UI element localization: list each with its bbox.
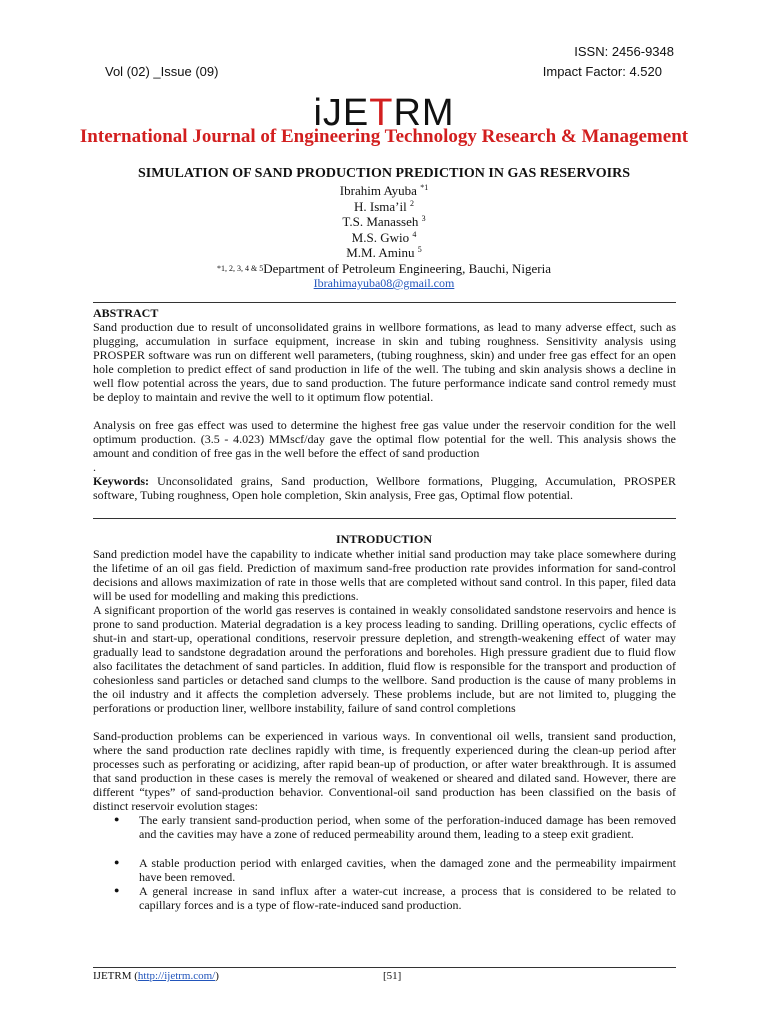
impact-factor: Impact Factor: 4.520 bbox=[542, 64, 662, 79]
author-1: Ibrahim Ayuba $^{*1}$ bbox=[339, 183, 429, 198]
bullet-icon: ● bbox=[114, 857, 120, 867]
list-item: A general increase in sand influx after a water-cut increase, a process that is considered to be related to capillary forces and is a type of flow-rate-induced sand production. bbox=[139, 884, 676, 912]
author-2: H. Isma’il $^2$ bbox=[354, 199, 414, 214]
author-email[interactable]: Ibrahimayuba08@gmail.com bbox=[313, 276, 455, 290]
journal-name: International Journal of Engineering Technology Research & Management bbox=[79, 126, 689, 147]
journal-logo: iJETRM bbox=[313, 92, 455, 134]
paper-title: SIMULATION OF SAND PRODUCTION PREDICTION IN GAS RESERVOIRS bbox=[137, 166, 631, 181]
author-4: M.S. Gwio $^4$ bbox=[351, 230, 417, 245]
bullet-icon: ● bbox=[114, 814, 120, 824]
list-item: The early transient sand-production period, when some of the perforation-induced damage has been removed and the cavities may have a zone of reduced permeability around them, leading to a steep exit gradient. bbox=[139, 813, 676, 841]
footer-link[interactable]: http://ijetrm.com/ bbox=[137, 970, 216, 982]
page-number: [51] bbox=[383, 970, 402, 982]
affiliation: $^{*1, 2, 3, 4 \& 5}$Department of Petroleum Engineering, Bauchi, Nigeria bbox=[217, 261, 551, 276]
footer-divider bbox=[93, 967, 676, 968]
author-3: T.S. Manasseh $^3$ bbox=[342, 214, 426, 229]
issn-number: ISSN: 2456-9348 bbox=[574, 44, 674, 59]
divider bbox=[93, 518, 676, 519]
footer-journal: IJETRM (http://ijetrm.com/) bbox=[93, 970, 219, 982]
intro-paragraph: Sand-production problems can be experienced in various ways. In conventional oil wells, transient sand production, where the sand production rate declines rapidly with time, is frequently experienced during the clean-up period after processes such as perforating or acidizing, after rapid bean-up of production, or after water breakthrough. It is assumed that sand production in these cases is merely the removal of weakened or sheared and dilated sand. However, there are different “types” of sand-production behavior. Conventional-oil sand production has been classified on the basis of distinct reservoir evolution stages: bbox=[93, 729, 676, 813]
author-5: M.M. Aminu $^5$ bbox=[346, 245, 422, 260]
abstract-paragraph: Analysis on free gas effect was used to determine the highest free gas value under the reservoir condition for the well optimum production. (3.5 - 4.023) MMscf/day gave the optimal flow potential for the well. This analysis shows the amount and condition of free gas in the well before the effect of sand production bbox=[93, 418, 676, 460]
volume-issue: Vol (02) _Issue (09) bbox=[105, 64, 219, 79]
keywords: Keywords: Unconsolidated grains, Sand production, Wellbore formations, Plugging, Accumulation, PROSPER software, Tubing roughness, Open hole completion, Skin analysis, Free gas, Optimal flow potential. bbox=[93, 474, 676, 502]
intro-paragraph: A significant proportion of the world gas reserves is contained in weakly consolidated sandstone reservoirs and hence is prone to sand production. Material degradation is a key process leading to sanding. Drilling operations, cyclic effects of shut-in and start-up, operational conditions, reservoir pressure depletion, and strength-weakening effect of water may gradually lead to sandstone degradation around the perforations and boreholes. High pressure gradient due to fluid flow also facilitates the detachment of sand particles. In addition, fluid flow is responsible for the transport and production of cohesionless sand particles or detached sand clumps to the wellbore. Sand production is the cause of many problems in the oil industry and it affects the completion adversely. These problems include, but are not limited to, plugging the perforations or production liner, wellbore instability, failure of sand control completions bbox=[93, 603, 676, 715]
abstract-heading: ABSTRACT bbox=[93, 306, 159, 320]
introduction-heading: INTRODUCTION bbox=[335, 532, 432, 546]
divider bbox=[93, 302, 676, 303]
abstract-paragraph: . bbox=[93, 460, 96, 474]
bullet-icon: ● bbox=[114, 885, 120, 895]
list-item: A stable production period with enlarged cavities, when the damaged zone and the permeability impairment have been removed. bbox=[139, 856, 676, 884]
intro-paragraph: Sand prediction model have the capability to indicate whether initial sand production may take place somewhere during the lifetime of an oil gas field. Prediction of maximum sand-free production rate provides information for sand-control decisions and allows maximization of rate in those wells that are completed without sand control. In this paper, filed data will be used for modelling and making this predictions. bbox=[93, 547, 676, 603]
abstract-paragraph: Sand production due to result of unconsolidated grains in wellbore formations, as lead to many adverse effect, such as plugging, accumulation in surface equipment, increase in skin and tubing roughness. Sensitivity analysis using PROSPER software was run on different well parameters, (tubing roughness, skin) and under free gas effect for an open hole completion to predict effect of sand production in life of the well. The tubing and skin analysis shows a decline in well flow potential across the years, due to sand production. The future performance indicate sand control remedy must be deploy to maintain and revive the well to it optimum flow potential. bbox=[93, 320, 676, 404]
